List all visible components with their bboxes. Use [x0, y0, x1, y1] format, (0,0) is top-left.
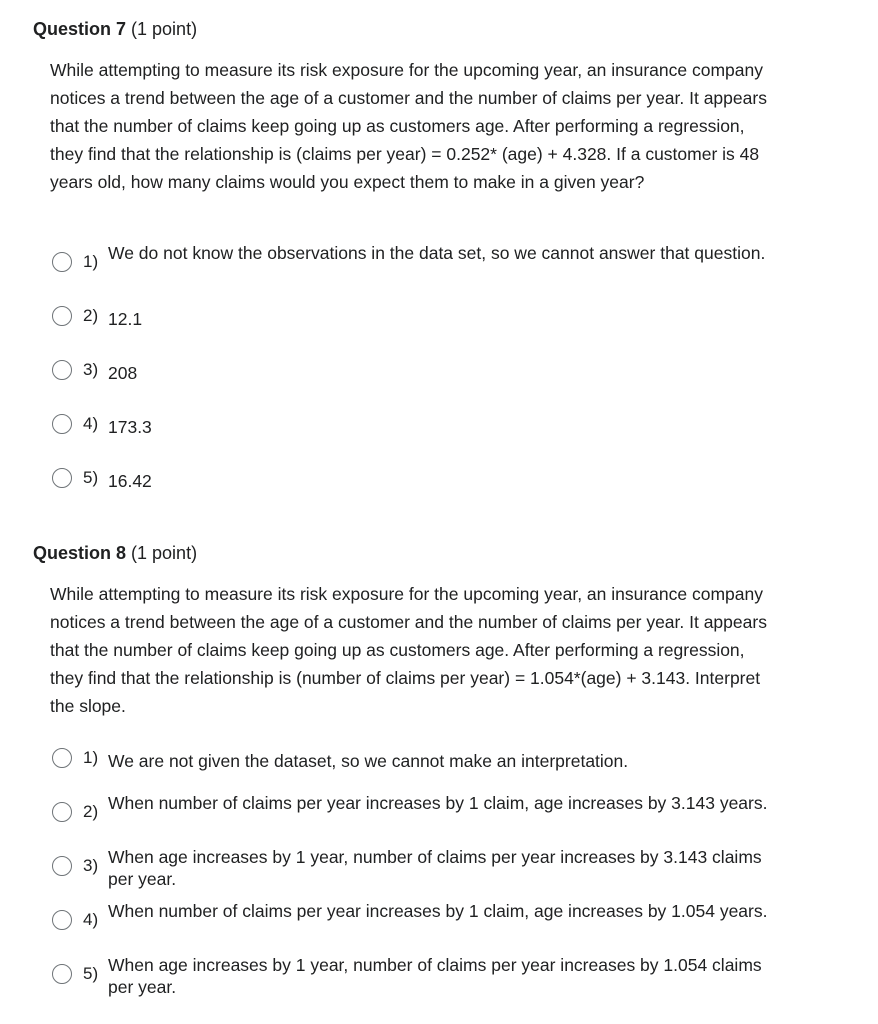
option-number: 1) — [83, 252, 99, 271]
option-number: 3) — [83, 856, 99, 875]
answer-option[interactable] — [52, 846, 812, 892]
question-text: While attempting to measure its risk exposure for the upcoming year, an insurance company notices a trend between the age of a customer and the number of claims per year. It appears that the number of claims keep going up as customers age. After performing a regression, they find that the relationship is (number of claims per year) = 1.054*(age) + 3.143. Interpret the slope. — [50, 584, 767, 716]
radio-button[interactable] — [52, 748, 72, 768]
question-title — [33, 17, 197, 41]
option-text: When age increases by 1 year, number of claims per year increases by 1.054 claims per year. — [108, 955, 762, 997]
question-label: Question 7 — [33, 19, 127, 39]
option-text: When number of claims per year increases by 1 claim, age increases by 3.143 years. — [108, 793, 768, 813]
option-number: 3) — [83, 360, 99, 379]
option-text: 208 — [108, 363, 138, 383]
option-text: We are not given the dataset, so we cannot make an interpretation. — [108, 751, 629, 771]
radio-button[interactable] — [52, 468, 72, 488]
answer-option[interactable] — [52, 350, 812, 396]
radio-button[interactable] — [52, 802, 72, 822]
option-text: 173.3 — [108, 417, 152, 437]
question-points: (1 point) — [131, 543, 198, 563]
question-label: Question 8 — [33, 543, 127, 563]
option-text: When number of claims per year increases by 1 claim, age increases by 1.054 years. — [108, 901, 768, 921]
answer-option[interactable] — [52, 296, 812, 342]
radio-button[interactable] — [52, 910, 72, 930]
answer-option[interactable] — [52, 954, 812, 1000]
option-text: When age increases by 1 year, number of claims per year increases by 3.143 claims per year. — [108, 847, 762, 889]
radio-button[interactable] — [52, 856, 72, 876]
option-number: 4) — [83, 910, 99, 929]
answer-option[interactable] — [52, 738, 812, 784]
radio-button[interactable] — [52, 360, 72, 380]
answer-option[interactable] — [52, 242, 812, 288]
option-number: 5) — [83, 468, 99, 487]
question-text: While attempting to measure its risk exposure for the upcoming year, an insurance company notices a trend between the age of a customer and the number of claims per year. It appears that the number of claims keep going up as customers age. After performing a regression, they find that the relationship is (claims per year) = 0.252* (age) + 4.328. If a customer is 48 years old, how many claims would you expect them to make in a given year? — [50, 60, 767, 192]
answer-option[interactable] — [52, 792, 812, 838]
answer-option[interactable] — [52, 458, 812, 504]
question-points: (1 point) — [131, 19, 198, 39]
radio-button[interactable] — [52, 414, 72, 434]
radio-button[interactable] — [52, 964, 72, 984]
question-title — [33, 541, 197, 565]
radio-button[interactable] — [52, 306, 72, 326]
option-number: 1) — [83, 748, 99, 767]
option-text: 16.42 — [108, 471, 152, 491]
option-number: 4) — [83, 414, 99, 433]
option-number: 2) — [83, 306, 99, 325]
answer-option[interactable] — [52, 900, 812, 946]
option-text: We do not know the observations in the data set, so we cannot answer that question. — [108, 243, 766, 263]
option-number: 2) — [83, 802, 99, 821]
radio-button[interactable] — [52, 252, 72, 272]
option-text: 12.1 — [108, 309, 143, 329]
answer-option[interactable] — [52, 404, 812, 450]
option-number: 5) — [83, 964, 99, 983]
